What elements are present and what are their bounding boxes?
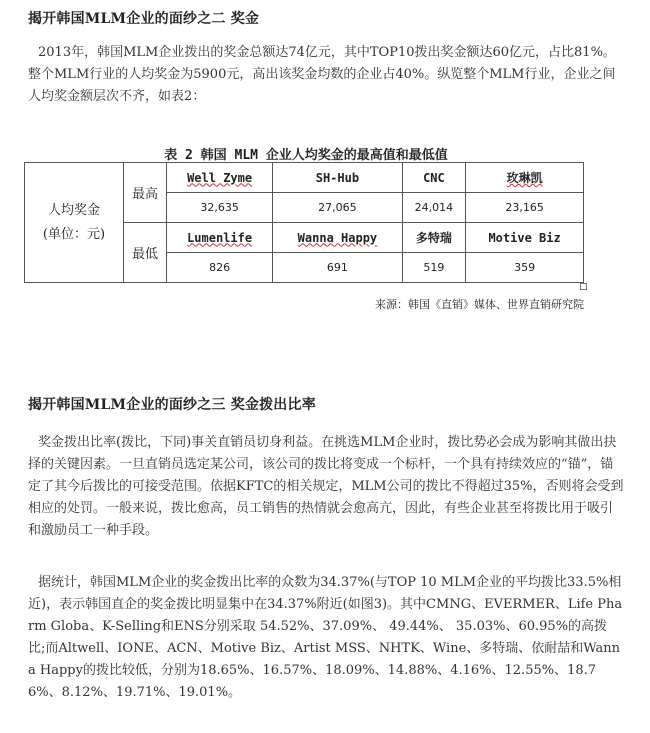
lowest-value: 519 — [402, 253, 466, 283]
row-header-title: 人均奖金 — [47, 202, 100, 218]
bonus-table — [24, 162, 584, 283]
table-source: 来源：韩国《直销》媒体、世界直销研究院 — [375, 298, 584, 311]
table-resize-handle[interactable] — [580, 283, 587, 290]
row-header-unit: (单位：元) — [42, 226, 106, 242]
section3-paragraph-1: 奖金拨出比率(拨比，下同)事关直销员切身利益。在挑选MLM企业时，拨比势必会成为影响其做出抉择的关键因素。一旦直销员选定某公司，该公司的拨比将变成一个标杆，一个具有持续效应的“锚”，锚定了其今后拨比的可接受范围。依据KFTC的相关规定，MLM公司的拨比不得超过35%，否则将会受到相应的处罚。一般来说，拨比愈高，员工销售的热情就会愈高亢，因此，有些企业甚至将拨比用于吸引和激励员工一种手段。 — [28, 435, 624, 538]
row-header — [25, 163, 124, 283]
lowest-value: 691 — [273, 253, 402, 283]
highest-company: Well Zyme — [167, 163, 273, 193]
highest-value: 24,014 — [402, 193, 466, 223]
highest-company: SH-Hub — [273, 163, 402, 193]
highest-label: 最高 — [124, 163, 167, 223]
lowest-company: 多特瑞 — [402, 223, 466, 253]
highest-company: 玫琳凯 — [466, 163, 584, 193]
section3-heading: 揭开韩国MLM企业的面纱之三 奖金拨出比率 — [28, 397, 316, 413]
lowest-company: Motive Biz — [466, 223, 584, 253]
section2-paragraph: 2013年，韩国MLM企业拨出的奖金总额达74亿元，其中TOP10拨出奖金额达60亿元，占比81%。整个MLM行业的人均奖金为5900元，高出该奖金均数的企业占40%。纵览整个MLM行业，企业之间人均奖金额层次不齐，如表2： — [28, 45, 616, 104]
section3-paragraph-2: 据统计，韩国MLM企业的奖金拨出比率的众数为34.37%(与TOP 10 MLM企业的平均拨比33.5%相近)，表示韩国直企的奖金拨比明显集中在34.37%附近(如图3)。其中CMNG、EVERMER、Life Pharm Globa、K-Selling和ENS分别采取 54.52%、37.09%、 49.44%、 35.03%、60.95%的高拨比;而Altwell、IONE、ACN、Motive Biz、Artist MSS、NHTK、Wine、多特瑞、依耐喆和Wanna Happy的拨比较低，分别为18.65%、16.57%、18.09%、14.88%、4.16%、12.55%、18.76%、8.12%、19.71%、19.01%。 — [28, 575, 623, 700]
lowest-value: 359 — [466, 253, 584, 283]
highest-value: 27,065 — [273, 193, 402, 223]
table-caption: 表 2 韩国 MLM 企业人均奖金的最高值和最低值 — [164, 148, 448, 163]
lowest-value: 826 — [167, 253, 273, 283]
highest-value: 32,635 — [167, 193, 273, 223]
highest-value: 23,165 — [466, 193, 584, 223]
lowest-company: Lumenlife — [167, 223, 273, 253]
lowest-label: 最低 — [124, 223, 167, 283]
section2-heading: 揭开韩国MLM企业的面纱之二 奖金 — [28, 11, 260, 27]
highest-company: CNC — [402, 163, 466, 193]
lowest-company: Wanna Happy — [273, 223, 402, 253]
